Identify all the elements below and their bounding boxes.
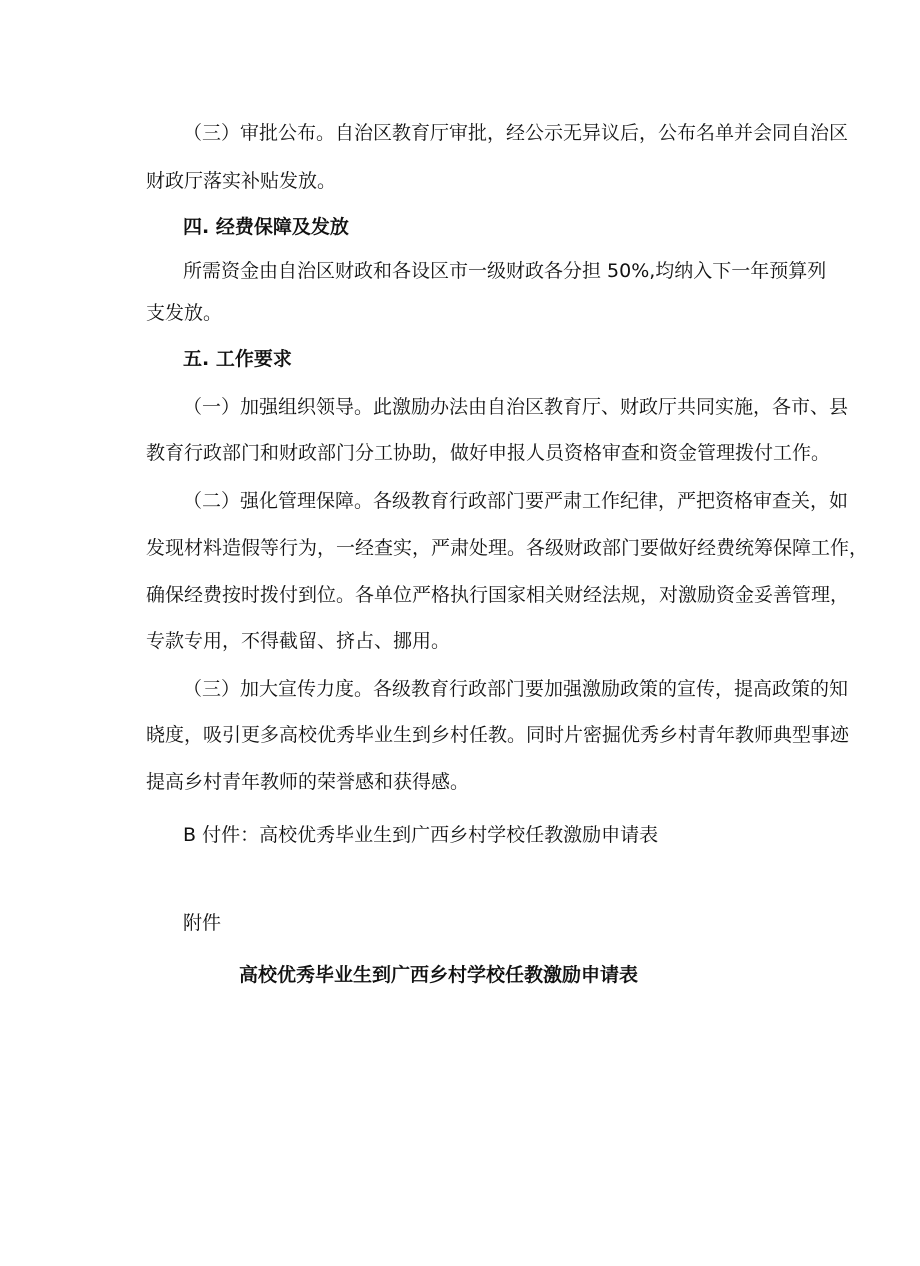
paragraph-publicity-line-1: （三）加大宣传力度。各级教育行政部门要加强激励政策的宣传，提高政策的知 bbox=[183, 678, 849, 700]
paragraph-approval-line-1: （三）审批公布。自治区教育厅审批，经公示无异议后，公布名单并会同自治区 bbox=[183, 122, 849, 144]
paragraph-management-line-2: 发现材料造假等行为，一经查实，严肃处理。各级财政部门要做好经费统筹保障工作， bbox=[146, 537, 869, 559]
paragraph-funding-line-1: 所需资金由自治区财政和各设区市一级财政各分担 50%,均纳入下一年预算列 bbox=[183, 260, 827, 282]
paragraph-publicity-line-3: 提高乡村青年教师的荣誉感和获得感。 bbox=[146, 771, 470, 793]
paragraph-management-line-3: 确保经费按时拨付到位。各单位严格执行国家相关财经法规，对激励资金妥善管理， bbox=[146, 584, 850, 606]
section-heading-funding: 四. 经费保障及发放 bbox=[183, 216, 349, 238]
section-heading-requirements: 五. 工作要求 bbox=[183, 348, 292, 370]
attachment-reference: B 付件：高校优秀毕业生到广西乡村学校任教激励申请表 bbox=[183, 824, 659, 846]
paragraph-publicity-line-2: 晓度，吸引更多高校优秀毕业生到乡村任教。同时片密掘优秀乡村青年教师典型事迹 bbox=[146, 724, 850, 746]
paragraph-approval-line-2: 财政厅落实补贴发放。 bbox=[146, 170, 337, 192]
paragraph-management-line-1: （二）强化管理保障。各级教育行政部门要严肃工作纪律，严把资格审查关，如 bbox=[183, 490, 849, 512]
paragraph-management-line-4: 专款专用，不得截留、挤占、挪用。 bbox=[146, 630, 451, 652]
paragraph-organization-line-2: 教育行政部门和财政部门分工协助，做好申报人员资格审查和资金管理拨付工作。 bbox=[146, 442, 831, 464]
paragraph-organization-line-1: （一）加强组织领导。此激励办法由自治区教育厅、财政厅共同实施，各市、县 bbox=[183, 396, 849, 418]
attachment-form-title: 高校优秀毕业生到广西乡村学校任教激励申请表 bbox=[239, 964, 639, 986]
paragraph-funding-line-2: 支发放。 bbox=[146, 302, 223, 324]
attachment-label: 附件 bbox=[183, 912, 222, 934]
